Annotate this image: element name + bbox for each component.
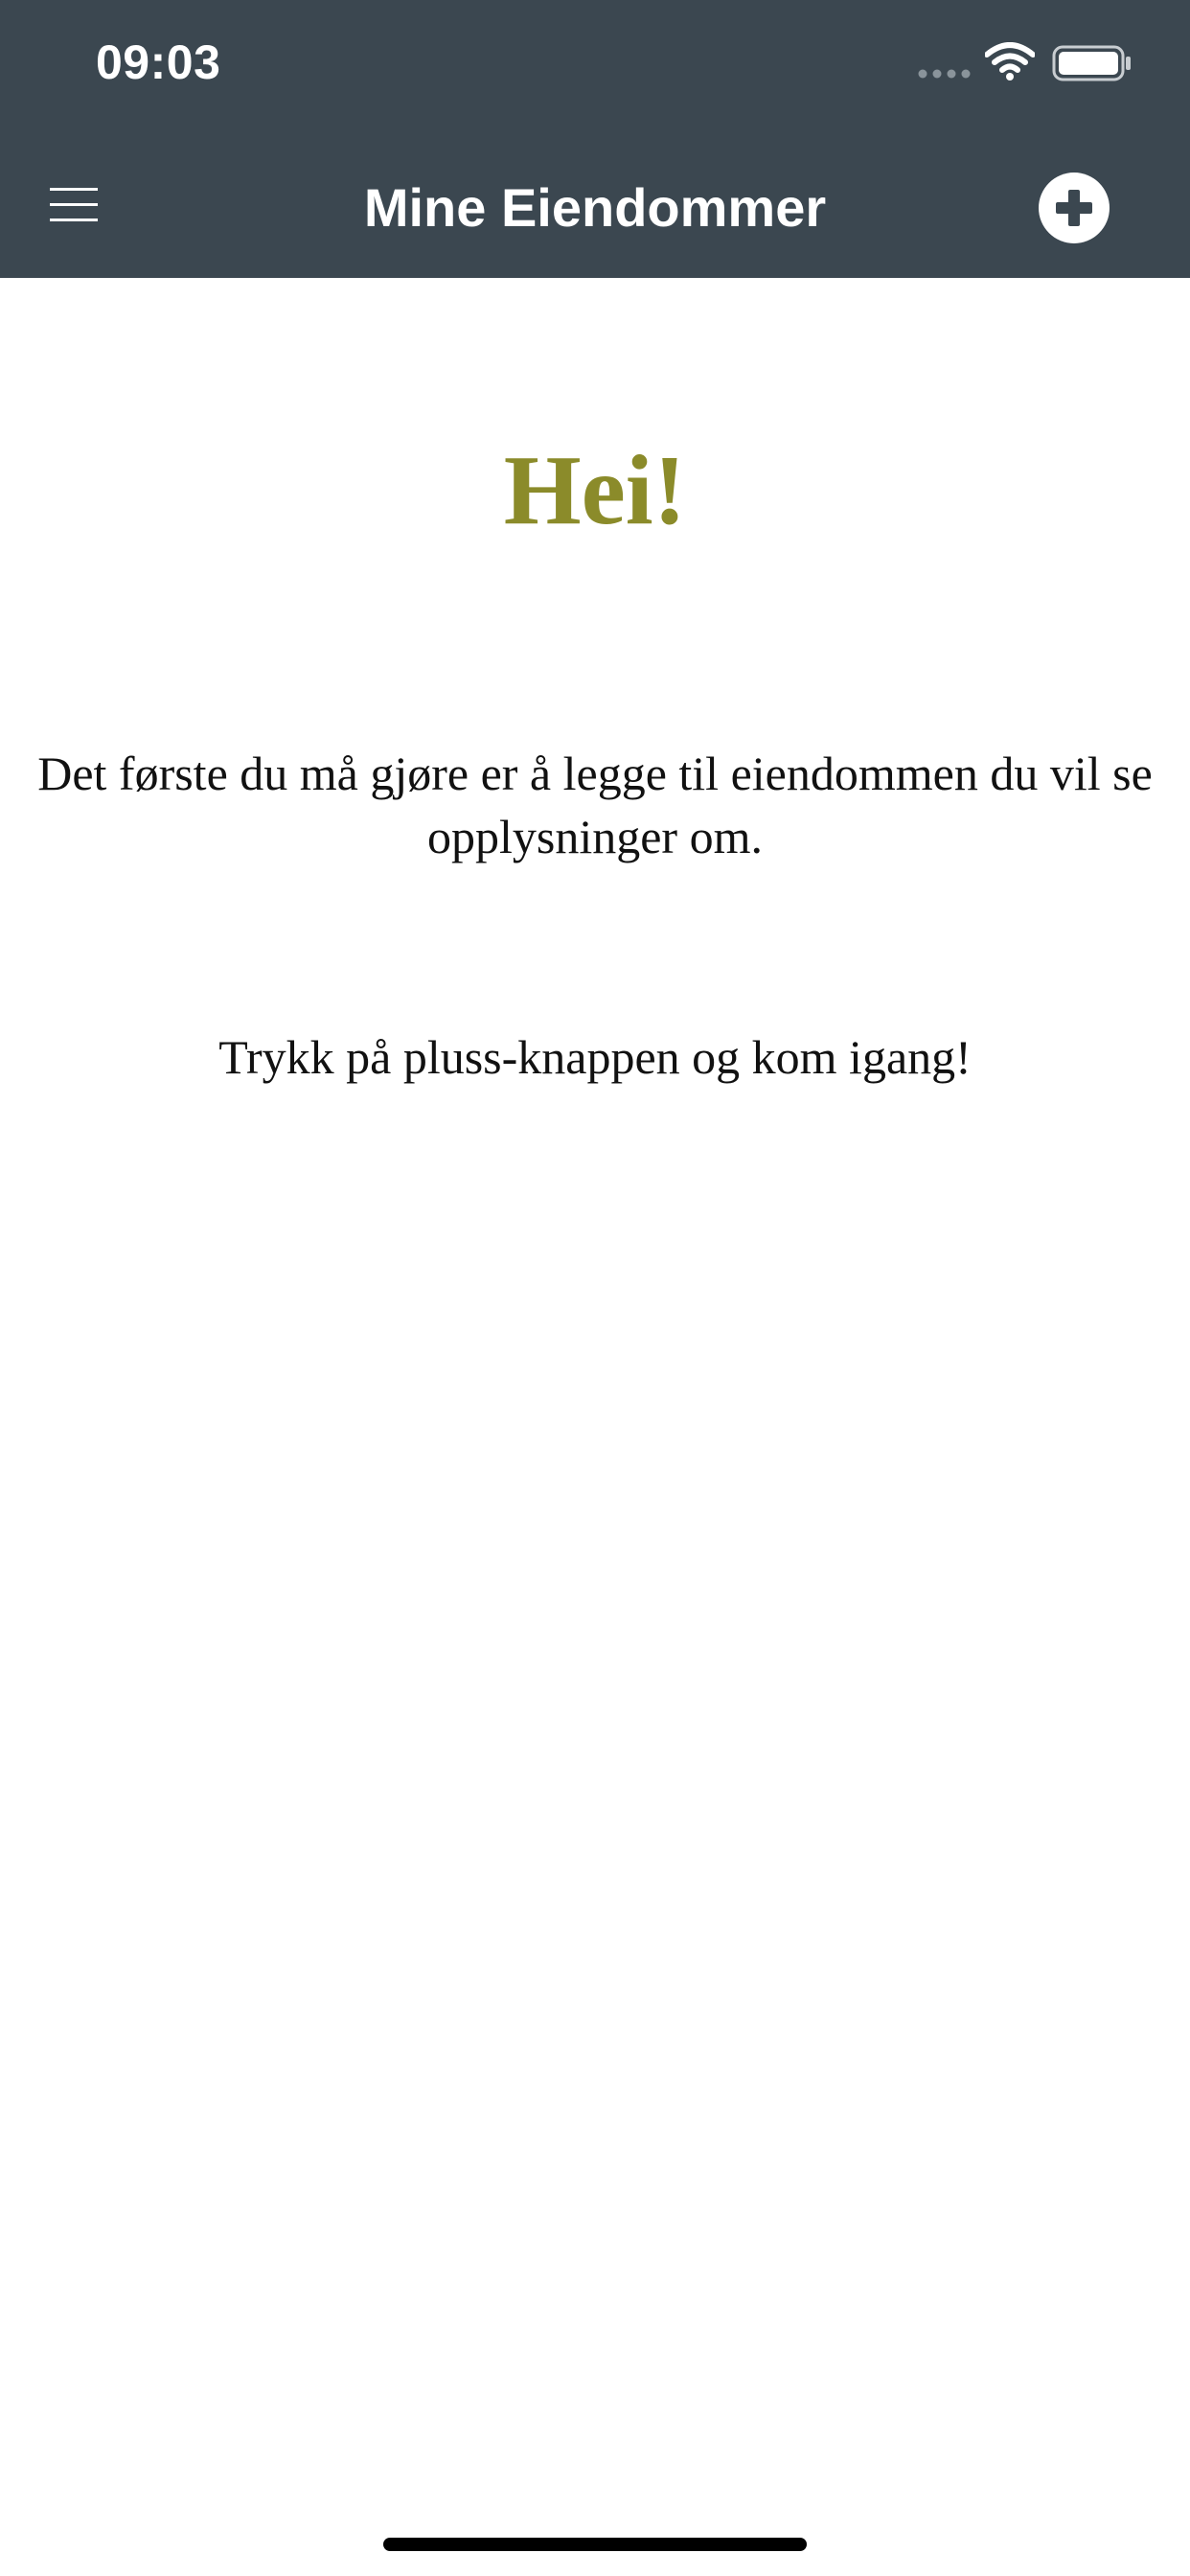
nav-title: Mine Eiendommer [363, 177, 827, 238]
battery-icon [1052, 44, 1133, 82]
plus-icon [1052, 186, 1096, 230]
intro-text: Det første du må gjøre er å legge til eiendommen du vil se opplysninger om. [37, 747, 1153, 863]
home-indicator[interactable] [383, 2538, 807, 2551]
top-bar [0, 0, 1190, 278]
hamburger-menu-icon[interactable] [46, 184, 102, 226]
greeting-heading: Hei! [503, 435, 687, 545]
wifi-icon [985, 42, 1035, 80]
status-time: 09:03 [96, 35, 221, 89]
cta-text: Trykk på pluss-knappen og kom igang! [218, 1030, 972, 1084]
add-property-button[interactable] [1039, 172, 1110, 243]
cellular-signal-icon [918, 69, 973, 79]
